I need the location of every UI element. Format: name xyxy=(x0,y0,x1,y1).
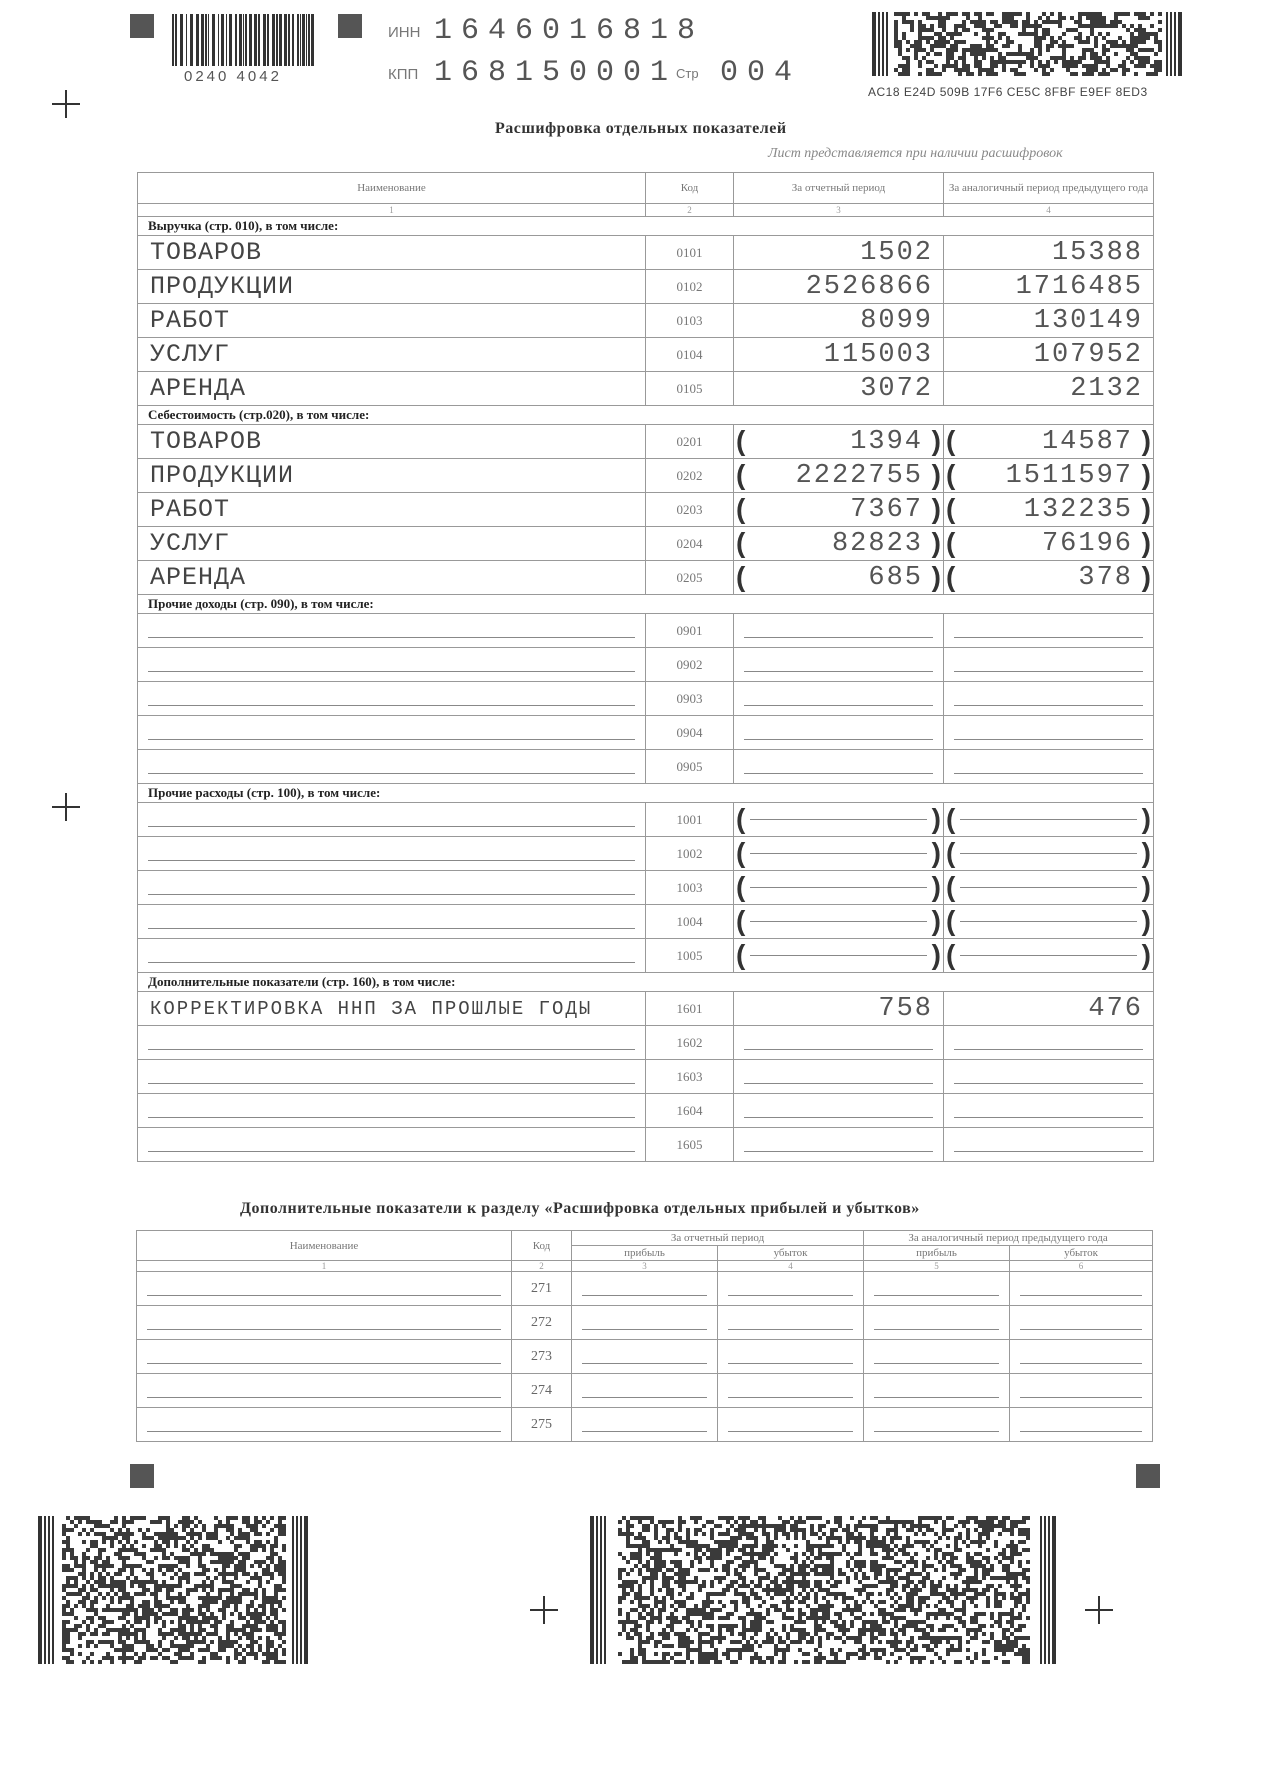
table-row-empty xyxy=(138,837,1154,871)
row-code: 0202 xyxy=(646,459,734,493)
value-text: 132235 xyxy=(1023,494,1133,525)
row-name: АРЕНДА xyxy=(138,561,646,595)
row-name-blank[interactable] xyxy=(138,837,646,871)
page-title: Расшифровка отдельных показателей xyxy=(495,120,787,137)
col-current-header: За отчетный период xyxy=(734,173,944,204)
row-value-current xyxy=(734,270,944,304)
pl-row-value-blank[interactable] xyxy=(572,1374,718,1408)
pl-profit-header: прибыль xyxy=(864,1246,1010,1261)
row-value-previous xyxy=(944,236,1154,270)
paren-open: ( xyxy=(736,459,746,490)
table-row xyxy=(138,561,1154,595)
col-number: 4 xyxy=(944,204,1154,217)
row-code: 1603 xyxy=(646,1060,734,1094)
row-code: 0105 xyxy=(646,372,734,406)
row-value-blank-current[interactable] xyxy=(734,1026,944,1060)
paren-close: ) xyxy=(1141,803,1151,834)
table-row-empty xyxy=(138,871,1154,905)
section-header xyxy=(138,595,1154,614)
paren-close: ) xyxy=(931,561,941,592)
row-value-blank-current[interactable] xyxy=(734,803,944,837)
pl-col-name-header: Наименование xyxy=(137,1231,512,1261)
pl-row-value-blank[interactable] xyxy=(572,1306,718,1340)
row-value-blank-current[interactable] xyxy=(734,871,944,905)
row-value-current xyxy=(734,425,944,459)
row-value-previous xyxy=(944,527,1154,561)
value-text: 107952 xyxy=(1033,339,1143,370)
table-row xyxy=(138,992,1154,1026)
table-row xyxy=(138,459,1154,493)
table-row xyxy=(138,527,1154,561)
row-code: 1605 xyxy=(646,1128,734,1162)
paren-open: ( xyxy=(946,425,956,456)
paren-open: ( xyxy=(736,493,746,524)
table-row-empty xyxy=(138,716,1154,750)
table-header xyxy=(138,173,1154,204)
pl-col-number: 5 xyxy=(864,1261,1010,1272)
table-row-empty xyxy=(138,803,1154,837)
table-row xyxy=(138,372,1154,406)
row-value-current xyxy=(734,527,944,561)
table-row-empty xyxy=(138,682,1154,716)
row-code: 0905 xyxy=(646,750,734,784)
paren-open: ( xyxy=(946,905,956,936)
row-value-blank-current[interactable] xyxy=(734,905,944,939)
paren-open: ( xyxy=(946,803,956,834)
row-code: 1601 xyxy=(646,992,734,1026)
row-code: 0102 xyxy=(646,270,734,304)
row-name-blank[interactable] xyxy=(138,905,646,939)
value-text: 7367 xyxy=(850,494,923,525)
page-value: 004 xyxy=(720,56,802,90)
paren-open: ( xyxy=(946,493,956,524)
row-value-blank-current[interactable] xyxy=(734,614,944,648)
linear-barcode xyxy=(172,14,317,66)
pl-row-value-blank[interactable] xyxy=(718,1272,864,1306)
table-row-empty xyxy=(138,1060,1154,1094)
pl-profit-header: прибыль xyxy=(572,1246,718,1261)
row-value-current xyxy=(734,304,944,338)
paren-close: ) xyxy=(931,425,941,456)
paren-open: ( xyxy=(946,459,956,490)
paren-open: ( xyxy=(736,803,746,834)
paren-open: ( xyxy=(736,905,746,936)
row-value-current xyxy=(734,459,944,493)
row-value-blank-current[interactable] xyxy=(734,648,944,682)
row-value-blank-previous[interactable] xyxy=(944,682,1154,716)
pl-row-value-blank[interactable] xyxy=(1010,1408,1153,1442)
section-title: Себестоимость (стр.020), в том числе: xyxy=(138,406,1154,425)
table-row xyxy=(138,304,1154,338)
value-text: 130149 xyxy=(1033,305,1143,336)
row-value-previous xyxy=(944,372,1154,406)
row-value-previous xyxy=(944,270,1154,304)
paren-close: ) xyxy=(1141,561,1151,592)
pl-row-value-blank[interactable] xyxy=(718,1306,864,1340)
pl-col-number: 2 xyxy=(512,1261,572,1272)
section-title: Выручка (стр. 010), в том числе: xyxy=(138,217,1154,236)
value-text: 14587 xyxy=(1041,426,1133,457)
paren-open: ( xyxy=(946,939,956,970)
col-number: 2 xyxy=(646,204,734,217)
paren-open: ( xyxy=(946,527,956,558)
row-value-previous xyxy=(944,459,1154,493)
pl-row-value-blank[interactable] xyxy=(572,1408,718,1442)
pl-row-value-blank[interactable] xyxy=(718,1340,864,1374)
value-text: 1511597 xyxy=(1005,460,1133,491)
row-code: 1602 xyxy=(646,1026,734,1060)
pl-row-name-blank[interactable] xyxy=(137,1374,512,1408)
row-name-blank[interactable] xyxy=(138,1128,646,1162)
barcode-number: 0240 4042 xyxy=(184,68,282,85)
paren-close: ) xyxy=(931,493,941,524)
row-value-blank-previous[interactable] xyxy=(944,614,1154,648)
row-name-blank[interactable] xyxy=(138,750,646,784)
row-name-blank[interactable] xyxy=(138,682,646,716)
row-value-previous xyxy=(944,493,1154,527)
row-name-blank[interactable] xyxy=(138,716,646,750)
corner-marker xyxy=(338,14,362,38)
pl-row-value-blank[interactable] xyxy=(1010,1306,1153,1340)
paren-close: ) xyxy=(931,837,941,868)
details-table xyxy=(137,172,1154,1162)
registration-mark xyxy=(530,1596,558,1624)
value-text: 2132 xyxy=(1070,373,1143,404)
value-text: 758 xyxy=(878,993,933,1024)
row-value-previous xyxy=(944,304,1154,338)
row-name: АРЕНДА xyxy=(138,372,646,406)
row-code: 0904 xyxy=(646,716,734,750)
value-text: 378 xyxy=(1078,562,1133,593)
pl-row-value-blank[interactable] xyxy=(864,1306,1010,1340)
paren-open: ( xyxy=(946,561,956,592)
value-text: 1502 xyxy=(860,237,933,268)
row-name-blank[interactable] xyxy=(138,614,646,648)
row-value-current xyxy=(734,493,944,527)
col-name-header: Наименование xyxy=(138,173,646,204)
row-code: 1604 xyxy=(646,1094,734,1128)
paren-open: ( xyxy=(736,837,746,868)
col-number: 3 xyxy=(734,204,944,217)
pl-col-previous-header: За аналогичный период предыдущего года xyxy=(864,1231,1153,1246)
corner-marker xyxy=(130,14,154,38)
pl-row-value-blank[interactable] xyxy=(1010,1272,1153,1306)
table-row-empty xyxy=(138,939,1154,973)
kpp-label: КПП xyxy=(388,66,419,83)
row-value-blank-previous[interactable] xyxy=(944,648,1154,682)
pl-row-value-blank[interactable] xyxy=(718,1374,864,1408)
pl-row-name-blank[interactable] xyxy=(137,1408,512,1442)
paren-close: ) xyxy=(1141,527,1151,558)
row-code: 0203 xyxy=(646,493,734,527)
pl-col-number: 6 xyxy=(1010,1261,1153,1272)
pl-row-code: 275 xyxy=(512,1408,572,1442)
pl-row-value-blank[interactable] xyxy=(572,1272,718,1306)
pl-row-value-blank[interactable] xyxy=(864,1408,1010,1442)
row-name: ТОВАРОВ xyxy=(138,236,646,270)
pl-row-code: 273 xyxy=(512,1340,572,1374)
table-row-empty xyxy=(138,1026,1154,1060)
row-code: 0205 xyxy=(646,561,734,595)
row-value-blank-previous[interactable] xyxy=(944,750,1154,784)
row-value-blank-current[interactable] xyxy=(734,750,944,784)
row-value-blank-current[interactable] xyxy=(734,1128,944,1162)
row-name-blank[interactable] xyxy=(138,1026,646,1060)
row-value-current xyxy=(734,561,944,595)
row-code: 0902 xyxy=(646,648,734,682)
row-value-blank-previous[interactable] xyxy=(944,1094,1154,1128)
row-code: 0104 xyxy=(646,338,734,372)
paren-close: ) xyxy=(931,939,941,970)
profit-loss-table xyxy=(136,1230,1153,1442)
pl-row-code: 274 xyxy=(512,1374,572,1408)
paren-close: ) xyxy=(1141,425,1151,456)
paren-close: ) xyxy=(1141,905,1151,936)
paren-close: ) xyxy=(1141,939,1151,970)
row-code: 1005 xyxy=(646,939,734,973)
pl-loss-header: убыток xyxy=(718,1246,864,1261)
pl-col-number: 4 xyxy=(718,1261,864,1272)
section-header xyxy=(138,973,1154,992)
row-name-blank[interactable] xyxy=(138,803,646,837)
row-value-blank-previous[interactable] xyxy=(944,1128,1154,1162)
pl-col-code-header: Код xyxy=(512,1231,572,1261)
pl-row-code: 271 xyxy=(512,1272,572,1306)
value-text: 82823 xyxy=(831,528,923,559)
table-row-empty xyxy=(138,905,1154,939)
2d-barcode-bottom-left xyxy=(38,1516,308,1664)
row-name: ПРОДУКЦИИ xyxy=(138,270,646,304)
row-value-blank-previous[interactable] xyxy=(944,1060,1154,1094)
row-code: 1002 xyxy=(646,837,734,871)
row-name-blank[interactable] xyxy=(138,871,646,905)
section-header xyxy=(138,406,1154,425)
table-row-empty xyxy=(138,1128,1154,1162)
row-name: УСЛУГ xyxy=(138,527,646,561)
row-code: 1003 xyxy=(646,871,734,905)
row-value-blank-current[interactable] xyxy=(734,939,944,973)
row-value-previous xyxy=(944,425,1154,459)
pl-row-value-blank[interactable] xyxy=(864,1272,1010,1306)
paren-close: ) xyxy=(931,905,941,936)
row-name: УСЛУГ xyxy=(138,338,646,372)
paren-close: ) xyxy=(931,459,941,490)
value-text: 1716485 xyxy=(1015,271,1143,302)
paren-close: ) xyxy=(931,527,941,558)
pl-row-value-blank[interactable] xyxy=(864,1374,1010,1408)
document-hash: AC18 E24D 509B 17F6 CE5C 8FBF E9EF 8ED3 xyxy=(868,85,1148,99)
value-text: 476 xyxy=(1088,993,1143,1024)
row-code: 0204 xyxy=(646,527,734,561)
pl-row-name-blank[interactable] xyxy=(137,1272,512,1306)
pl-row xyxy=(137,1374,1153,1408)
section-header xyxy=(138,784,1154,803)
paren-open: ( xyxy=(946,871,956,902)
pl-row xyxy=(137,1340,1153,1374)
col-previous-header: За аналогичный период предыдущего года xyxy=(944,173,1154,204)
registration-mark xyxy=(52,90,80,118)
row-value-blank-previous[interactable] xyxy=(944,905,1154,939)
pl-loss-header: убыток xyxy=(1010,1246,1153,1261)
table-header-numbers xyxy=(138,204,1154,217)
row-code: 0903 xyxy=(646,682,734,716)
page-label: Стр xyxy=(676,66,699,81)
table-row xyxy=(138,425,1154,459)
2d-barcode-top xyxy=(872,12,1182,76)
row-value-blank-current[interactable] xyxy=(734,682,944,716)
corner-marker xyxy=(1136,1464,1160,1488)
paren-open: ( xyxy=(736,871,746,902)
row-value-blank-previous[interactable] xyxy=(944,939,1154,973)
row-name: РАБОТ xyxy=(138,493,646,527)
table-row-empty xyxy=(138,614,1154,648)
kpp-value: 168150001 xyxy=(434,56,678,90)
paren-open: ( xyxy=(946,837,956,868)
row-code: 1001 xyxy=(646,803,734,837)
pl-row-name-blank[interactable] xyxy=(137,1306,512,1340)
table-row xyxy=(138,270,1154,304)
row-value-previous xyxy=(944,561,1154,595)
row-name-blank[interactable] xyxy=(138,1094,646,1128)
paren-open: ( xyxy=(736,939,746,970)
registration-mark xyxy=(1085,1596,1113,1624)
pl-row xyxy=(137,1306,1153,1340)
row-code: 0101 xyxy=(646,236,734,270)
table-row xyxy=(138,493,1154,527)
row-value-blank-previous[interactable] xyxy=(944,871,1154,905)
row-value-blank-current[interactable] xyxy=(734,1094,944,1128)
value-text: 2526866 xyxy=(805,271,933,302)
paren-open: ( xyxy=(736,561,746,592)
value-text: 685 xyxy=(868,562,923,593)
section-title: Прочие доходы (стр. 090), в том числе: xyxy=(138,595,1154,614)
row-value-previous xyxy=(944,992,1154,1026)
value-text: 1394 xyxy=(850,426,923,457)
inn-value: 1646016818 xyxy=(434,14,705,48)
row-value-blank-current[interactable] xyxy=(734,837,944,871)
section-title: Прочие расходы (стр. 100), в том числе: xyxy=(138,784,1154,803)
pl-row-value-blank[interactable] xyxy=(1010,1374,1153,1408)
row-value-blank-previous[interactable] xyxy=(944,803,1154,837)
row-name: РАБОТ xyxy=(138,304,646,338)
row-name-blank[interactable] xyxy=(138,939,646,973)
section-header xyxy=(138,217,1154,236)
2d-barcode-bottom-right xyxy=(590,1516,1056,1664)
pl-row-value-blank[interactable] xyxy=(1010,1340,1153,1374)
paren-open: ( xyxy=(736,527,746,558)
corner-marker xyxy=(130,1464,154,1488)
paren-close: ) xyxy=(1141,871,1151,902)
row-value-blank-current[interactable] xyxy=(734,1060,944,1094)
inn-label: ИНН xyxy=(388,24,421,41)
paren-open: ( xyxy=(736,425,746,456)
row-code: 0901 xyxy=(646,614,734,648)
table-row-empty xyxy=(138,750,1154,784)
paren-close: ) xyxy=(1141,459,1151,490)
value-text: 76196 xyxy=(1041,528,1133,559)
row-value-current xyxy=(734,372,944,406)
row-name: ПРОДУКЦИИ xyxy=(138,459,646,493)
pl-col-current-header: За отчетный период xyxy=(572,1231,864,1246)
paren-close: ) xyxy=(931,871,941,902)
pl-col-number: 1 xyxy=(137,1261,512,1272)
pl-row xyxy=(137,1272,1153,1306)
value-text: 3072 xyxy=(860,373,933,404)
pl-row-code: 272 xyxy=(512,1306,572,1340)
paren-close: ) xyxy=(1141,493,1151,524)
pl-row-value-blank[interactable] xyxy=(864,1340,1010,1374)
registration-mark xyxy=(52,793,80,821)
row-code: 1004 xyxy=(646,905,734,939)
value-text: 8099 xyxy=(860,305,933,336)
row-code: 0103 xyxy=(646,304,734,338)
table-row xyxy=(138,338,1154,372)
paren-close: ) xyxy=(1141,837,1151,868)
row-name: ТОВАРОВ xyxy=(138,425,646,459)
row-value-blank-current[interactable] xyxy=(734,716,944,750)
row-code: 0201 xyxy=(646,425,734,459)
pl-col-number: 3 xyxy=(572,1261,718,1272)
value-text: 15388 xyxy=(1051,237,1143,268)
table-row-empty xyxy=(138,1094,1154,1128)
page-note: Лист представляется при наличии расшифровок xyxy=(768,146,1063,161)
row-name: КОРРЕКТИРОВКА ННП ЗА ПРОШЛЫЕ ГОДЫ xyxy=(138,992,646,1026)
row-name-blank[interactable] xyxy=(138,648,646,682)
pl-title: Дополнительные показатели к разделу «Расшифровка отдельных прибылей и убытков» xyxy=(240,1200,920,1217)
row-value-blank-previous[interactable] xyxy=(944,837,1154,871)
row-value-current xyxy=(734,992,944,1026)
pl-row-name-blank[interactable] xyxy=(137,1340,512,1374)
pl-row-value-blank[interactable] xyxy=(718,1408,864,1442)
col-number: 1 xyxy=(138,204,646,217)
table-row-empty xyxy=(138,648,1154,682)
row-value-blank-previous[interactable] xyxy=(944,716,1154,750)
value-text: 115003 xyxy=(823,339,933,370)
col-code-header: Код xyxy=(646,173,734,204)
row-name-blank[interactable] xyxy=(138,1060,646,1094)
section-title: Дополнительные показатели (стр. 160), в том числе: xyxy=(138,973,1154,992)
table-row xyxy=(138,236,1154,270)
paren-close: ) xyxy=(931,803,941,834)
row-value-current xyxy=(734,338,944,372)
pl-row xyxy=(137,1408,1153,1442)
row-value-current xyxy=(734,236,944,270)
row-value-previous xyxy=(944,338,1154,372)
pl-row-value-blank[interactable] xyxy=(572,1340,718,1374)
value-text: 2222755 xyxy=(795,460,923,491)
row-value-blank-previous[interactable] xyxy=(944,1026,1154,1060)
